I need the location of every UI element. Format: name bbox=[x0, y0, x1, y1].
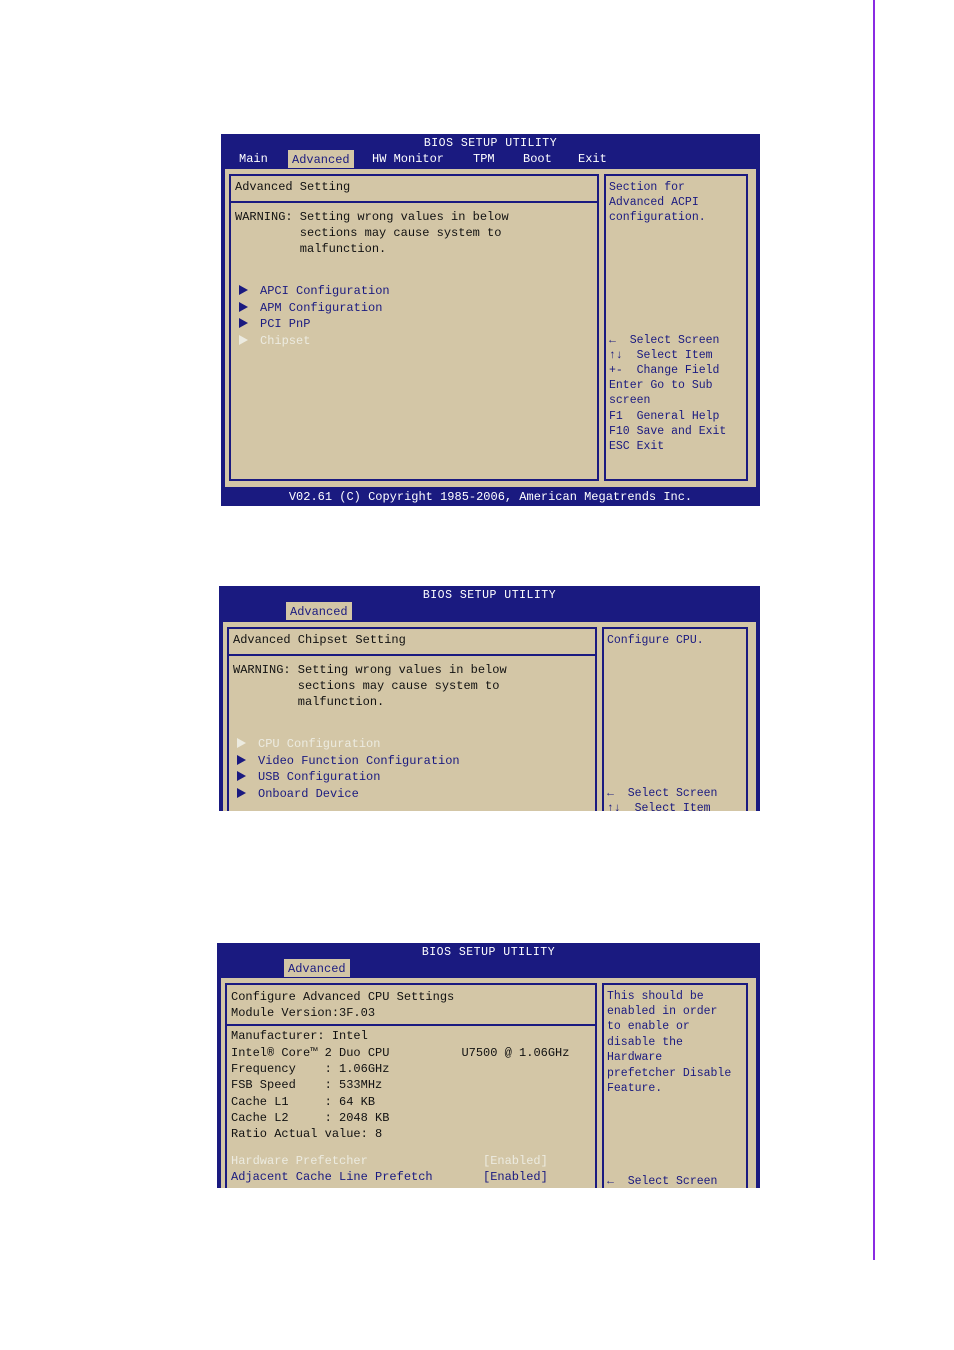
pane-separator bbox=[229, 654, 595, 656]
key-save-exit: F10 Save and Exit bbox=[609, 425, 727, 438]
main-pane bbox=[227, 627, 597, 811]
key-enter-sub-2: screen bbox=[609, 394, 651, 407]
menu-item-video-function[interactable]: Video Function Configuration bbox=[237, 754, 460, 768]
key-exit: ESC Exit bbox=[609, 440, 665, 453]
option-adjacent-cache-line[interactable]: Adjacent Cache Line Prefetch bbox=[231, 1170, 433, 1184]
module-version: Module Version:3F.03 bbox=[231, 1006, 376, 1020]
bios-body bbox=[221, 978, 756, 1188]
submenu-arrow-icon bbox=[239, 285, 248, 295]
help-pane bbox=[602, 983, 748, 1188]
help-line-3: configuration. bbox=[609, 211, 706, 224]
info-fsb-speed: FSB Speed : 533MHz bbox=[231, 1078, 383, 1092]
bios-tab-bar bbox=[217, 959, 760, 977]
help-pane bbox=[604, 174, 748, 481]
menu-item-pci-pnp[interactable]: PCI PnP bbox=[239, 317, 310, 331]
tab-advanced[interactable]: Advanced bbox=[286, 602, 352, 620]
info-frequency: Frequency : 1.06GHz bbox=[231, 1062, 390, 1076]
tab-hw-monitor[interactable]: HW Monitor bbox=[372, 152, 445, 166]
bios-screen-cpu-configuration bbox=[217, 943, 760, 1188]
submenu-arrow-icon bbox=[237, 788, 246, 798]
help-line-2: enabled in order bbox=[607, 1005, 718, 1018]
menu-item-acpi[interactable]: APCI Configuration bbox=[239, 284, 390, 298]
bios-screen-chipset bbox=[219, 586, 760, 811]
help-pane bbox=[602, 627, 748, 811]
tab-advanced[interactable]: Advanced bbox=[288, 150, 354, 168]
menu-item-cpu-configuration[interactable]: CPU Configuration bbox=[237, 737, 380, 751]
info-ratio: Ratio Actual value: 8 bbox=[231, 1127, 383, 1141]
help-line-5: Hardware bbox=[607, 1051, 663, 1064]
info-cache-l2: Cache L2 : 2048 KB bbox=[231, 1111, 390, 1125]
bios-tab-bar bbox=[221, 150, 760, 168]
submenu-arrow-icon bbox=[237, 755, 246, 765]
option-adjacent-cache-line-value[interactable]: [Enabled] bbox=[483, 1170, 548, 1184]
main-pane bbox=[229, 174, 599, 481]
submenu-arrow-icon bbox=[239, 318, 248, 328]
info-manufacturer: Manufacturer: Intel bbox=[231, 1029, 368, 1043]
warning-line-2: sections may cause system to bbox=[233, 679, 500, 693]
key-enter-sub: Enter Go to Sub bbox=[609, 379, 713, 392]
key-select-screen: ← Select Screen bbox=[607, 787, 718, 800]
key-change-field: +- Change Field bbox=[609, 364, 720, 377]
submenu-arrow-icon bbox=[237, 738, 246, 748]
help-line-6: prefetcher Disable bbox=[607, 1067, 732, 1080]
menu-item-chipset[interactable]: Chipset bbox=[239, 334, 310, 348]
submenu-arrow-icon bbox=[239, 302, 248, 312]
key-select-screen: ← Select Screen bbox=[609, 334, 720, 347]
help-line-1: Configure CPU. bbox=[607, 634, 704, 647]
bios-body bbox=[225, 169, 756, 487]
menu-item-apm[interactable]: APM Configuration bbox=[239, 301, 382, 315]
option-hardware-prefetcher[interactable]: Hardware Prefetcher bbox=[231, 1154, 368, 1168]
warning-line-3: malfunction. bbox=[233, 695, 385, 709]
pane-separator bbox=[231, 201, 597, 203]
key-general-help: F1 General Help bbox=[609, 410, 720, 423]
bios-title: BIOS SETUP UTILITY bbox=[423, 137, 558, 150]
submenu-arrow-icon bbox=[237, 771, 246, 781]
key-select-item: ↑↓ Select Item bbox=[607, 802, 711, 811]
bios-tab-bar bbox=[219, 602, 760, 620]
help-line-1: This should be bbox=[607, 990, 704, 1003]
help-line-3: to enable or bbox=[607, 1020, 690, 1033]
help-line-7: Feature. bbox=[607, 1082, 663, 1095]
key-select-screen: ← Select Screen bbox=[607, 1175, 718, 1188]
help-line-4: disable the bbox=[607, 1036, 683, 1049]
info-cpu-model: Intel® Core™ 2 Duo CPU U7500 @ 1.06GHz bbox=[231, 1046, 570, 1060]
pane-heading: Advanced Chipset Setting bbox=[233, 633, 406, 647]
warning-line-2: sections may cause system to bbox=[235, 226, 502, 240]
warning-line-1: WARNING: Setting wrong values in below bbox=[235, 210, 509, 224]
tab-boot[interactable]: Boot bbox=[523, 152, 552, 166]
submenu-arrow-icon bbox=[239, 335, 248, 345]
pane-heading: Advanced Setting bbox=[235, 180, 351, 194]
pane-separator bbox=[227, 1024, 595, 1026]
help-line-1: Section for bbox=[609, 181, 685, 194]
key-select-item: ↑↓ Select Item bbox=[609, 349, 713, 362]
main-pane bbox=[225, 983, 597, 1188]
warning-line-3: malfunction. bbox=[235, 242, 387, 256]
tab-advanced[interactable]: Advanced bbox=[284, 959, 350, 977]
bios-body bbox=[223, 622, 756, 811]
page-side-rule bbox=[873, 0, 875, 1260]
warning-line-1: WARNING: Setting wrong values in below bbox=[233, 663, 507, 677]
tab-main[interactable]: Main bbox=[239, 152, 268, 166]
bios-title: BIOS SETUP UTILITY bbox=[422, 589, 557, 602]
menu-item-usb-configuration[interactable]: USB Configuration bbox=[237, 770, 380, 784]
bios-screen-advanced bbox=[221, 134, 760, 506]
bios-footer: V02.61 (C) Copyright 1985-2006, American Megatrends Inc. bbox=[288, 490, 693, 504]
bios-title: BIOS SETUP UTILITY bbox=[421, 946, 556, 959]
info-cache-l1: Cache L1 : 64 KB bbox=[231, 1095, 376, 1109]
pane-heading: Configure Advanced CPU Settings bbox=[231, 990, 455, 1004]
help-line-2: Advanced ACPI bbox=[609, 196, 699, 209]
option-hardware-prefetcher-value[interactable]: [Enabled] bbox=[483, 1154, 548, 1168]
tab-tpm[interactable]: TPM bbox=[473, 152, 495, 166]
menu-item-onboard-device[interactable]: Onboard Device bbox=[237, 787, 359, 801]
tab-exit[interactable]: Exit bbox=[578, 152, 607, 166]
